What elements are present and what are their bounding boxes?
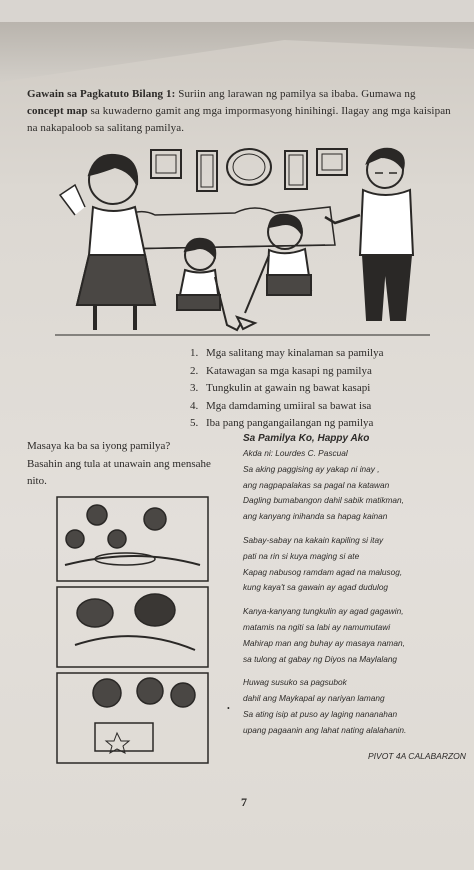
- list-item: 4. Mga damdaming umiiral sa bawat isa: [190, 399, 372, 412]
- source-credit: PIVOT 4A CALABARZON: [368, 751, 466, 761]
- wall-frame-2: [197, 151, 217, 191]
- list-item: 5. Iba pang pangangailangan ng pamilya: [190, 417, 374, 429]
- wall-frame-3: [285, 151, 307, 189]
- reading-prompt: [27, 438, 232, 491]
- father-arm: [325, 215, 360, 223]
- broom: [237, 255, 269, 329]
- poem-author: Akda ni: Lourdes C. Pascual: [243, 448, 348, 458]
- poem-stanza-2: Sabay-sabay na kakain kapiling si itay pati na rin si kuya maging si ate Kapag nabusog ramdam agad na malusog, kung kaya't sa gawain ay agad dudulog: [243, 534, 403, 593]
- poem-stanza-1: Sa aking paggising ay yakap ni inay , ang nagpapalakas sa pagal na katawan Dagling bumabangon dahil sabik matikman, ang kanyang inihanda sa hapag kainan: [243, 463, 404, 522]
- panel-mother-hugging-child: [57, 587, 208, 667]
- laptop: [95, 723, 153, 751]
- activity-heading: Gawain sa Pagkatuto Bilang 1:: [27, 88, 176, 100]
- list-item: 2. Katawagan sa mga kasapi ng pamilya: [190, 364, 372, 377]
- page-fold-shadow: [0, 22, 474, 82]
- bullet-mark: •: [227, 704, 230, 713]
- concept-map-list: [190, 345, 450, 433]
- poem-title: Sa Pamilya Ko, Happy Ako: [243, 433, 370, 444]
- activity-instructions: [27, 86, 452, 137]
- poem-stanza-4: Huwag susuko sa pagsubok dahil ang Maykapal ay nariyan lamang Sa ating isip at puso ay laging nananahan upang pagaanin ang lahat nating alalahanin.: [243, 677, 407, 735]
- prompt-line-2: Basahin ang tula at unawain ang mensahe nito.: [27, 457, 211, 487]
- poem-stanza-3: Kanya-kanyang tungkulin ay agad gagawin, matamis na ngiti sa labi ay namumutawi Mahirap man ang buhay ay masaya naman, sa tulong at gabay ng Diyos na Maylalang: [243, 606, 405, 664]
- family-cleaning-illustration: [55, 145, 430, 340]
- instruction-text-2: sa kuwaderno gamit ang mga impormasyong hinihingi. Ilagay ang mga kaisipan na nakapaloob sa salitang pamilya.: [27, 105, 451, 134]
- list-item: 1. Mga salitang may kinalaman sa pamilya: [190, 347, 384, 359]
- mother-hair: [89, 155, 137, 185]
- family-comic-panels: [55, 495, 210, 765]
- list-item: 3. Tungkulin at gawain ng bawat kasapi: [190, 382, 371, 394]
- prompt-line-1: Masaya ka ba sa iyong pamilya?: [27, 440, 171, 452]
- instruction-text-1: Suriin ang larawan ng pamilya sa ibaba. Gumawa ng: [175, 88, 416, 100]
- page-number: 7: [241, 795, 247, 809]
- father-body: [360, 190, 413, 255]
- feather-duster: [60, 185, 85, 215]
- concept-map-term: concept map: [27, 105, 88, 117]
- poem: [243, 432, 468, 739]
